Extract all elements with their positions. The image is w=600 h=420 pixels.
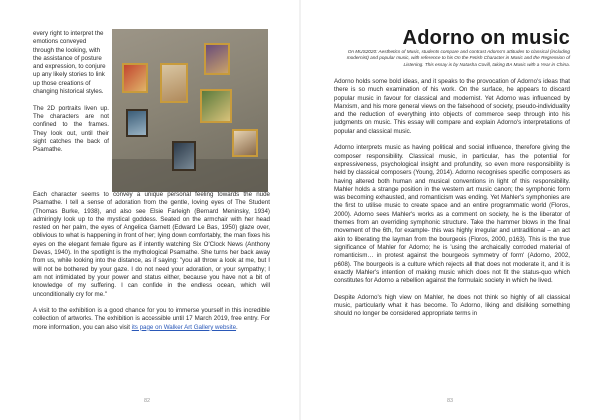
right-paragraph-3: Despite Adorno's high view on Mahler, he does not think so highly of all classical music, particularly what it has become. To Adorno, liking and disliking something should no longer be considered appropriate terms in <box>334 293 570 318</box>
portrait-frame <box>126 109 148 137</box>
gallery-photo <box>112 29 268 192</box>
left-paragraph-1: Each character seems to convey a unique personal feeling towards the nude Psamathe. I tell a sense of adoration from the gentle, loving eyes of The Student (Thomas Burke, 1938), and also see Elsie Farleigh (Bernard Meninsky, 1934) admiringly look up to the mystical goddess. Seated on the armchair with her head rested on her palm, the eyes of Angelica Garnett (Edward Le Bas, 1950) glaze over, oblivious to what is happening in front of her; lying down comfortably, the man fixes his eyes on the elegant female figure as if intently watching Six O'Clock News (Anthony Devas, 1940). In the spotlight is the mythological Psamathe. She turns her back away from us, while looking into the distance, as if saying: "you all throw a look at me, but I will not be bothered by your gaze. I do not need your adoration, or your sympathy; I am not intimidated by your power and status either, because you have not a bit of knowledge of my suffering. I can confide in the endless ocean, which will unconditionally cry for me." <box>33 191 270 298</box>
right-paragraph-2: Adorno interprets music as having political and social influence, therefore giving the composer responsibility. Classical music, in particular, has the potential for expressiveness, psychological insight and profundity, so even more responsibility is held by classical composers (Young, 2014). Adorno recognises specific composers as having altered both human and musical conventions in light of this responsibility. Mahler holds a strange position in the western art music canon; the symphonic form was becoming exhausted, and romanticism was ending. Yet Mahler's symphonies are the first to utilise music to create space and an entire programmatic world (Floros, 2000). Adorno sees Mahler's works as a comment on society, he is the liberator of themes from an overriding symphonic structure. Take the hammer blows in the final movement of the 6th, for example- this was highly irregular and untraditional – an act akin to liberating the layman from the bourgeois (Floros, 2000, p163). This is the true significance of Mahler for Adorno; he is 'using the archaically corroded material of romanticism… in protest against the bourgeois symmetry of form' (Adorno, 2002, p608). The bourgeois is a culture which rejects all that does not moderate it, and it is exactly Mahler's intention of making music which does not fit the status-quo which constitutes for Adorno a rebellion against the formulaic society in which he lived. <box>334 144 570 285</box>
left-paragraph-2 <box>33 307 270 332</box>
left-paragraph-2-end: . <box>236 323 238 331</box>
page-number-left: 82 <box>144 398 151 404</box>
left-paragraph-2-text: A visit to the exhibition is a good chance for you to immerse yourself in this incredible collection of artworks. The exhibition is accessible until 17 March 2019, free entry. For more information, you can also visit <box>33 307 270 331</box>
portrait-frame <box>160 63 188 103</box>
portrait-frame <box>122 63 148 93</box>
left-main-text <box>33 191 270 340</box>
wrap-paragraph-1: every right to interpret the emotions conveyed through the looking, with the assistance of posture and expression, to conjure up any likely stories to link up those creations of changing historical styles. <box>33 30 106 96</box>
right-paragraph-1: Adorno holds some bold ideas, and it speaks to the provocation of Adorno's ideas that there is so much examination of his work. On the surface, he appears to discard popular music in favour for classical and modernist. Yet Adorno was influenced by Marxism, and his more general views on the falsehood of society, pseudo-individuality and the reduction of everything into objects of commerce seep through into his judgments on music. This essay will compare and explain Adorno's interpretations of popular and classical music. <box>334 78 570 135</box>
page-number-right: 83 <box>447 398 454 404</box>
wrapped-text-column <box>33 30 109 163</box>
article-subtitle: On MUS2020: Aesthetics of Music, students compare and contrast Adorno's attitudes to classical (including modernist) and popular music, with reference to his On the Fetish Character in Music and the Regression of Listening. This essay is by Natasha Covill, taking BA Music with a Year in China. <box>346 49 570 67</box>
portrait-frame <box>200 89 232 123</box>
right-main-text <box>334 78 570 327</box>
left-page <box>0 0 299 420</box>
walker-gallery-link[interactable]: its page on Walker Art Gallery website <box>131 323 237 331</box>
portrait-frame <box>204 43 230 75</box>
portrait-frame <box>172 141 196 171</box>
article-title: Adorno on music <box>402 27 570 49</box>
portrait-frame <box>232 129 258 157</box>
wrap-paragraph-2: The 2D portraits liven up. The characters are not confined to the frames. They look out, until their sight catches the back of Psamathe. <box>33 104 109 154</box>
